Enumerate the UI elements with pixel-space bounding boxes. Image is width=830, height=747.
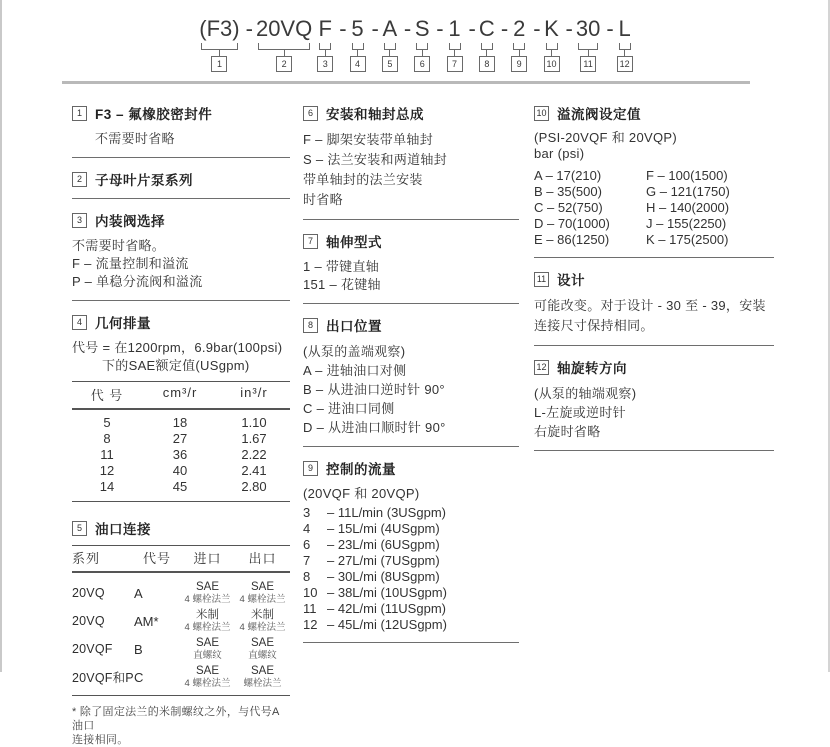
section-mounting-seal [303, 103, 519, 220]
body-line: 带单轴封的法兰安装 [303, 172, 423, 187]
flow-row [303, 553, 519, 569]
cell-code: 5 [103, 415, 111, 430]
model-code-row [197, 16, 632, 72]
code-segment [401, 16, 430, 72]
section-title: 内装阀选择 [95, 214, 165, 229]
code-separator: - [565, 16, 573, 41]
body-line: (从泵的轴端观察) [534, 386, 637, 401]
table-row [72, 415, 290, 431]
code-separator: - [468, 16, 476, 41]
code-segment [563, 16, 601, 72]
body-line: 连接尺寸保持相同。 [534, 318, 654, 333]
cell-series: 20VQF和P [72, 671, 134, 685]
flow-row [303, 521, 519, 537]
column-header: 出口 [248, 551, 277, 566]
position-number-box: 2 [276, 56, 292, 72]
bracket-line [449, 43, 461, 50]
code-separator: - [403, 16, 412, 41]
section-title: F3 – 氟橡胶密封件 [95, 107, 213, 122]
cell-in3r: 2.80 [241, 479, 267, 494]
cell-cm3r: 18 [172, 415, 188, 430]
flow-row [303, 537, 519, 553]
cell-code: A [134, 585, 143, 601]
position-number-box: 1 [211, 56, 227, 72]
column-header: 系列 [72, 551, 101, 566]
flow-code: 6 [303, 537, 311, 552]
column-3 [534, 103, 774, 462]
flow-row [303, 505, 519, 521]
port-table-body [72, 573, 290, 695]
cell-outlet: SAE 4 螺栓法兰 [239, 580, 286, 605]
section-body [534, 130, 774, 162]
section-number-badge: 5 [72, 521, 87, 536]
flow-value: – 38L/mi (10USgpm) [327, 585, 447, 600]
cell-series: 20VQ [72, 586, 105, 600]
bracket-line [319, 43, 331, 50]
section-number-badge: 1 [72, 106, 87, 121]
relief-left: C – 52(750) [534, 200, 603, 215]
flow-value: – 23L/mi (6USgpm) [327, 537, 440, 552]
relief-row [534, 184, 774, 200]
body-line: 不需要时省略。 [72, 238, 166, 253]
code-separator: - [245, 16, 253, 41]
table-row [72, 607, 290, 635]
flow-code: 11 [303, 601, 317, 616]
section-rotation-direction [534, 357, 774, 451]
cell-cm3r: 36 [172, 447, 188, 462]
code-segment [243, 16, 313, 72]
table-row [72, 463, 290, 479]
section-controlled-flow [303, 458, 519, 643]
section-body [303, 342, 519, 437]
cell-in3r: 2.22 [241, 447, 267, 462]
code-segment-text: (F3) [199, 16, 240, 41]
relief-right: G – 121(1750) [646, 184, 730, 199]
section-design [534, 269, 774, 346]
flow-row [303, 585, 519, 601]
divider [303, 642, 519, 643]
section-title: 安装和轴封总成 [326, 107, 424, 122]
flow-value: – 45L/mi (12USgpm) [327, 617, 447, 632]
body-line: (从泵的盖端观察) [303, 344, 406, 359]
cell-in3r: 1.10 [241, 415, 267, 430]
flow-value: – 30L/mi (8USgpm) [327, 569, 440, 584]
bracket-line [258, 43, 310, 50]
section-relief-setting [534, 103, 774, 258]
table-row [72, 447, 290, 463]
footnote-line: 连接相同。 [72, 734, 129, 746]
body-line: 下的SAE额定值(USgpm) [102, 358, 250, 373]
position-number-box: 8 [479, 56, 495, 72]
column-2 [303, 103, 519, 654]
table-rule [72, 501, 290, 502]
section-title: 溢流阀设定值 [557, 107, 641, 122]
body-line: P – 单稳分流阀和溢流 [72, 274, 203, 289]
cell-code: 8 [103, 431, 111, 446]
code-segment [603, 16, 632, 72]
section-title: 出口位置 [326, 319, 382, 334]
column-header: in³/r [240, 385, 268, 400]
flow-list [303, 505, 519, 633]
section-number-badge: 8 [303, 318, 318, 333]
bracket-line [619, 43, 631, 50]
section-body [303, 130, 519, 210]
section-title: 子母叶片泵系列 [95, 173, 193, 188]
bracket-line [384, 43, 396, 50]
code-separator: - [533, 16, 541, 41]
position-number-box: 9 [511, 56, 527, 72]
cell-series: 20VQF [72, 642, 113, 656]
position-number-box: 12 [617, 56, 633, 72]
bracket-line [352, 43, 364, 50]
code-separator: - [339, 16, 347, 41]
body-line: 不需要时省略 [95, 131, 175, 146]
body-line: bar (psi) [534, 146, 585, 161]
relief-right: F – 100(1500) [646, 168, 728, 183]
body-line: L-左旋或逆时针 [534, 405, 626, 420]
position-number-box: 3 [317, 56, 333, 72]
section-f3-seal [72, 103, 290, 158]
code-segment [433, 16, 462, 72]
code-segment-text: 20VQ [255, 16, 313, 41]
body-line: 1 – 带键直轴 [303, 259, 380, 274]
flow-code: 10 [303, 585, 318, 600]
relief-row [534, 216, 774, 232]
section-displacement [72, 312, 290, 502]
divider [72, 198, 290, 199]
cell-cm3r: 27 [172, 431, 188, 446]
section-number-badge: 10 [534, 106, 549, 121]
divider [72, 157, 290, 158]
table-rule [72, 695, 290, 696]
divider [534, 450, 774, 451]
cell-outlet: SAE 螺栓法兰 [243, 664, 282, 689]
section-body [303, 258, 519, 294]
displacement-table-header [72, 382, 290, 408]
cell-inlet: SAE 4 螺栓法兰 [184, 580, 231, 605]
cell-code: 12 [99, 463, 115, 478]
section-title: 轴旋转方向 [557, 361, 627, 376]
column-header: 进口 [193, 551, 222, 566]
bracket-line [513, 43, 525, 50]
body-line: F – 流量控制和溢流 [72, 256, 189, 271]
body-line: F – 脚架安装带单轴封 [303, 132, 433, 147]
column-header: cm³/r [162, 385, 198, 400]
position-number-box: 7 [447, 56, 463, 72]
code-segment [530, 16, 559, 72]
section-title: 轴伸型式 [326, 235, 382, 250]
section-number-badge: 3 [72, 213, 87, 228]
section-valve-option [72, 210, 290, 301]
flow-value: – 27L/mi (7USgpm) [327, 553, 440, 568]
cell-code: C [134, 669, 144, 685]
section-title: 油口连接 [95, 522, 151, 537]
section-body [534, 296, 774, 336]
flow-row [303, 569, 519, 585]
code-segment-text: 5 [351, 16, 364, 41]
divider [303, 303, 519, 304]
body-line: 代号 = 在1200rpm，6.9bar(100psi) [72, 340, 283, 355]
position-number-box: 6 [414, 56, 430, 72]
relief-right: K – 175(2500) [646, 232, 729, 247]
flow-code: 4 [303, 521, 311, 536]
section-number-badge: 12 [534, 360, 549, 375]
divider [303, 446, 519, 447]
column-header: 代号 [142, 551, 171, 566]
section-body [72, 339, 290, 375]
divider [303, 219, 519, 220]
port-table-footnote [72, 705, 290, 747]
cell-code: AM* [134, 613, 159, 629]
cell-cm3r: 40 [172, 463, 188, 478]
bracket-line [201, 43, 237, 50]
relief-row [534, 200, 774, 216]
code-segment-text: A [382, 16, 398, 41]
body-line: 151 – 花键轴 [303, 277, 381, 292]
divider [534, 257, 774, 258]
section-number-badge: 4 [72, 315, 87, 330]
section-number-badge: 11 [534, 272, 549, 287]
column-header: 代 号 [90, 388, 124, 403]
relief-left: E – 86(1250) [534, 232, 610, 247]
cell-outlet: 米制 4 螺栓法兰 [239, 608, 286, 633]
code-separator: - [606, 16, 614, 41]
divider [534, 345, 774, 346]
position-number-box: 10 [544, 56, 560, 72]
bracket-line [481, 43, 493, 50]
code-segment [466, 16, 495, 72]
cell-outlet: SAE 直螺纹 [248, 636, 277, 661]
displacement-table-body [72, 410, 290, 501]
flow-value: – 15L/mi (4USgpm) [327, 521, 440, 536]
section-number-badge: 7 [303, 234, 318, 249]
relief-left: A – 17(210) [534, 168, 602, 183]
flow-code: 3 [303, 505, 311, 520]
footnote-line: * 除了固定法兰的米制螺纹之外，与代号A油口 [72, 706, 280, 732]
body-line: A – 进轴油口对侧 [303, 363, 407, 378]
code-segment-text: L [618, 16, 631, 41]
cell-code: B [134, 641, 143, 657]
cell-series: 20VQ [72, 614, 105, 628]
bracket-line [578, 43, 598, 50]
cell-in3r: 2.41 [241, 463, 267, 478]
relief-setting-list [534, 168, 774, 248]
flow-value: – 11L/min (3USgpm) [327, 505, 446, 520]
cell-in3r: 1.67 [241, 431, 267, 446]
column-1 [72, 103, 290, 747]
body-line: 时省略 [303, 192, 343, 207]
position-number-box: 4 [350, 56, 366, 72]
table-row [72, 635, 290, 663]
code-segment [315, 16, 333, 72]
displacement-table [72, 381, 290, 502]
relief-row [534, 232, 774, 248]
code-segment-text: F [318, 16, 332, 41]
code-separator: - [500, 16, 509, 41]
section-pump-series [72, 169, 290, 199]
code-separator: - [436, 16, 444, 41]
position-number-box: 5 [382, 56, 398, 72]
section-number-badge: 9 [303, 461, 318, 476]
flow-row [303, 617, 519, 633]
body-line: 可能改变。对于设计 - 30 至 - 39，安装 [534, 298, 766, 313]
bracket-line [416, 43, 428, 50]
flow-value: – 42L/mi (11USgpm) [327, 601, 446, 616]
section-port-connections [72, 518, 290, 747]
body-line: C – 进油口同侧 [303, 401, 395, 416]
code-segment-text: K [544, 16, 559, 41]
code-segment [498, 16, 527, 72]
body-line: B – 从进油口逆时针 90° [303, 382, 445, 397]
flow-code: 8 [303, 569, 311, 584]
section-body [72, 130, 290, 148]
flow-code: 7 [303, 553, 311, 568]
section-title: 几何排量 [95, 316, 151, 331]
relief-right: H – 140(2000) [646, 200, 730, 215]
section-outlet-position [303, 315, 519, 447]
code-segment [336, 16, 365, 72]
table-row [72, 431, 290, 447]
position-number-box: 11 [580, 56, 596, 72]
section-subtitle: (20VQF 和 20VQP) [303, 486, 420, 501]
body-line: (PSI-20VQF 和 20VQP) [534, 130, 677, 145]
relief-left: D – 70(1000) [534, 216, 610, 231]
code-segment-text: 30 [575, 16, 601, 41]
code-segment-text: C [478, 16, 495, 41]
code-segment-text: 2 [513, 16, 526, 41]
divider [72, 300, 290, 301]
cell-cm3r: 45 [172, 479, 188, 494]
cell-inlet: SAE 4 螺栓法兰 [184, 664, 231, 689]
relief-right: J – 155(2250) [646, 216, 727, 231]
section-number-badge: 2 [72, 172, 87, 187]
port-table-header [72, 546, 290, 571]
table-row [72, 479, 290, 495]
model-code-header [2, 0, 828, 72]
body-line: S – 法兰安装和两道轴封 [303, 152, 448, 167]
code-segment [369, 16, 398, 72]
section-shaft-type [303, 231, 519, 304]
table-row [72, 579, 290, 607]
cell-code: 14 [99, 479, 115, 494]
section-number-badge: 6 [303, 106, 318, 121]
relief-row [534, 168, 774, 184]
code-separator: - [371, 16, 379, 41]
relief-left: B – 35(500) [534, 184, 602, 199]
flow-code: 12 [303, 617, 318, 632]
body-line: D – 从进油口顺时针 90° [303, 420, 446, 435]
code-segment-text: 1 [448, 16, 461, 41]
cell-inlet: SAE 直螺纹 [193, 636, 222, 661]
content-columns [2, 84, 828, 747]
code-segment-text: S [414, 16, 430, 41]
cell-inlet: 米制 4 螺栓法兰 [184, 608, 231, 633]
body-line: 右旋时省略 [534, 424, 601, 439]
bracket-line [546, 43, 558, 50]
code-segment [197, 16, 239, 72]
section-title: 设计 [557, 273, 585, 288]
table-row [72, 663, 290, 691]
section-title: 控制的流量 [326, 462, 396, 477]
flow-row [303, 601, 519, 617]
cell-code: 11 [100, 447, 114, 462]
section-body [72, 237, 290, 291]
section-body [534, 384, 774, 441]
